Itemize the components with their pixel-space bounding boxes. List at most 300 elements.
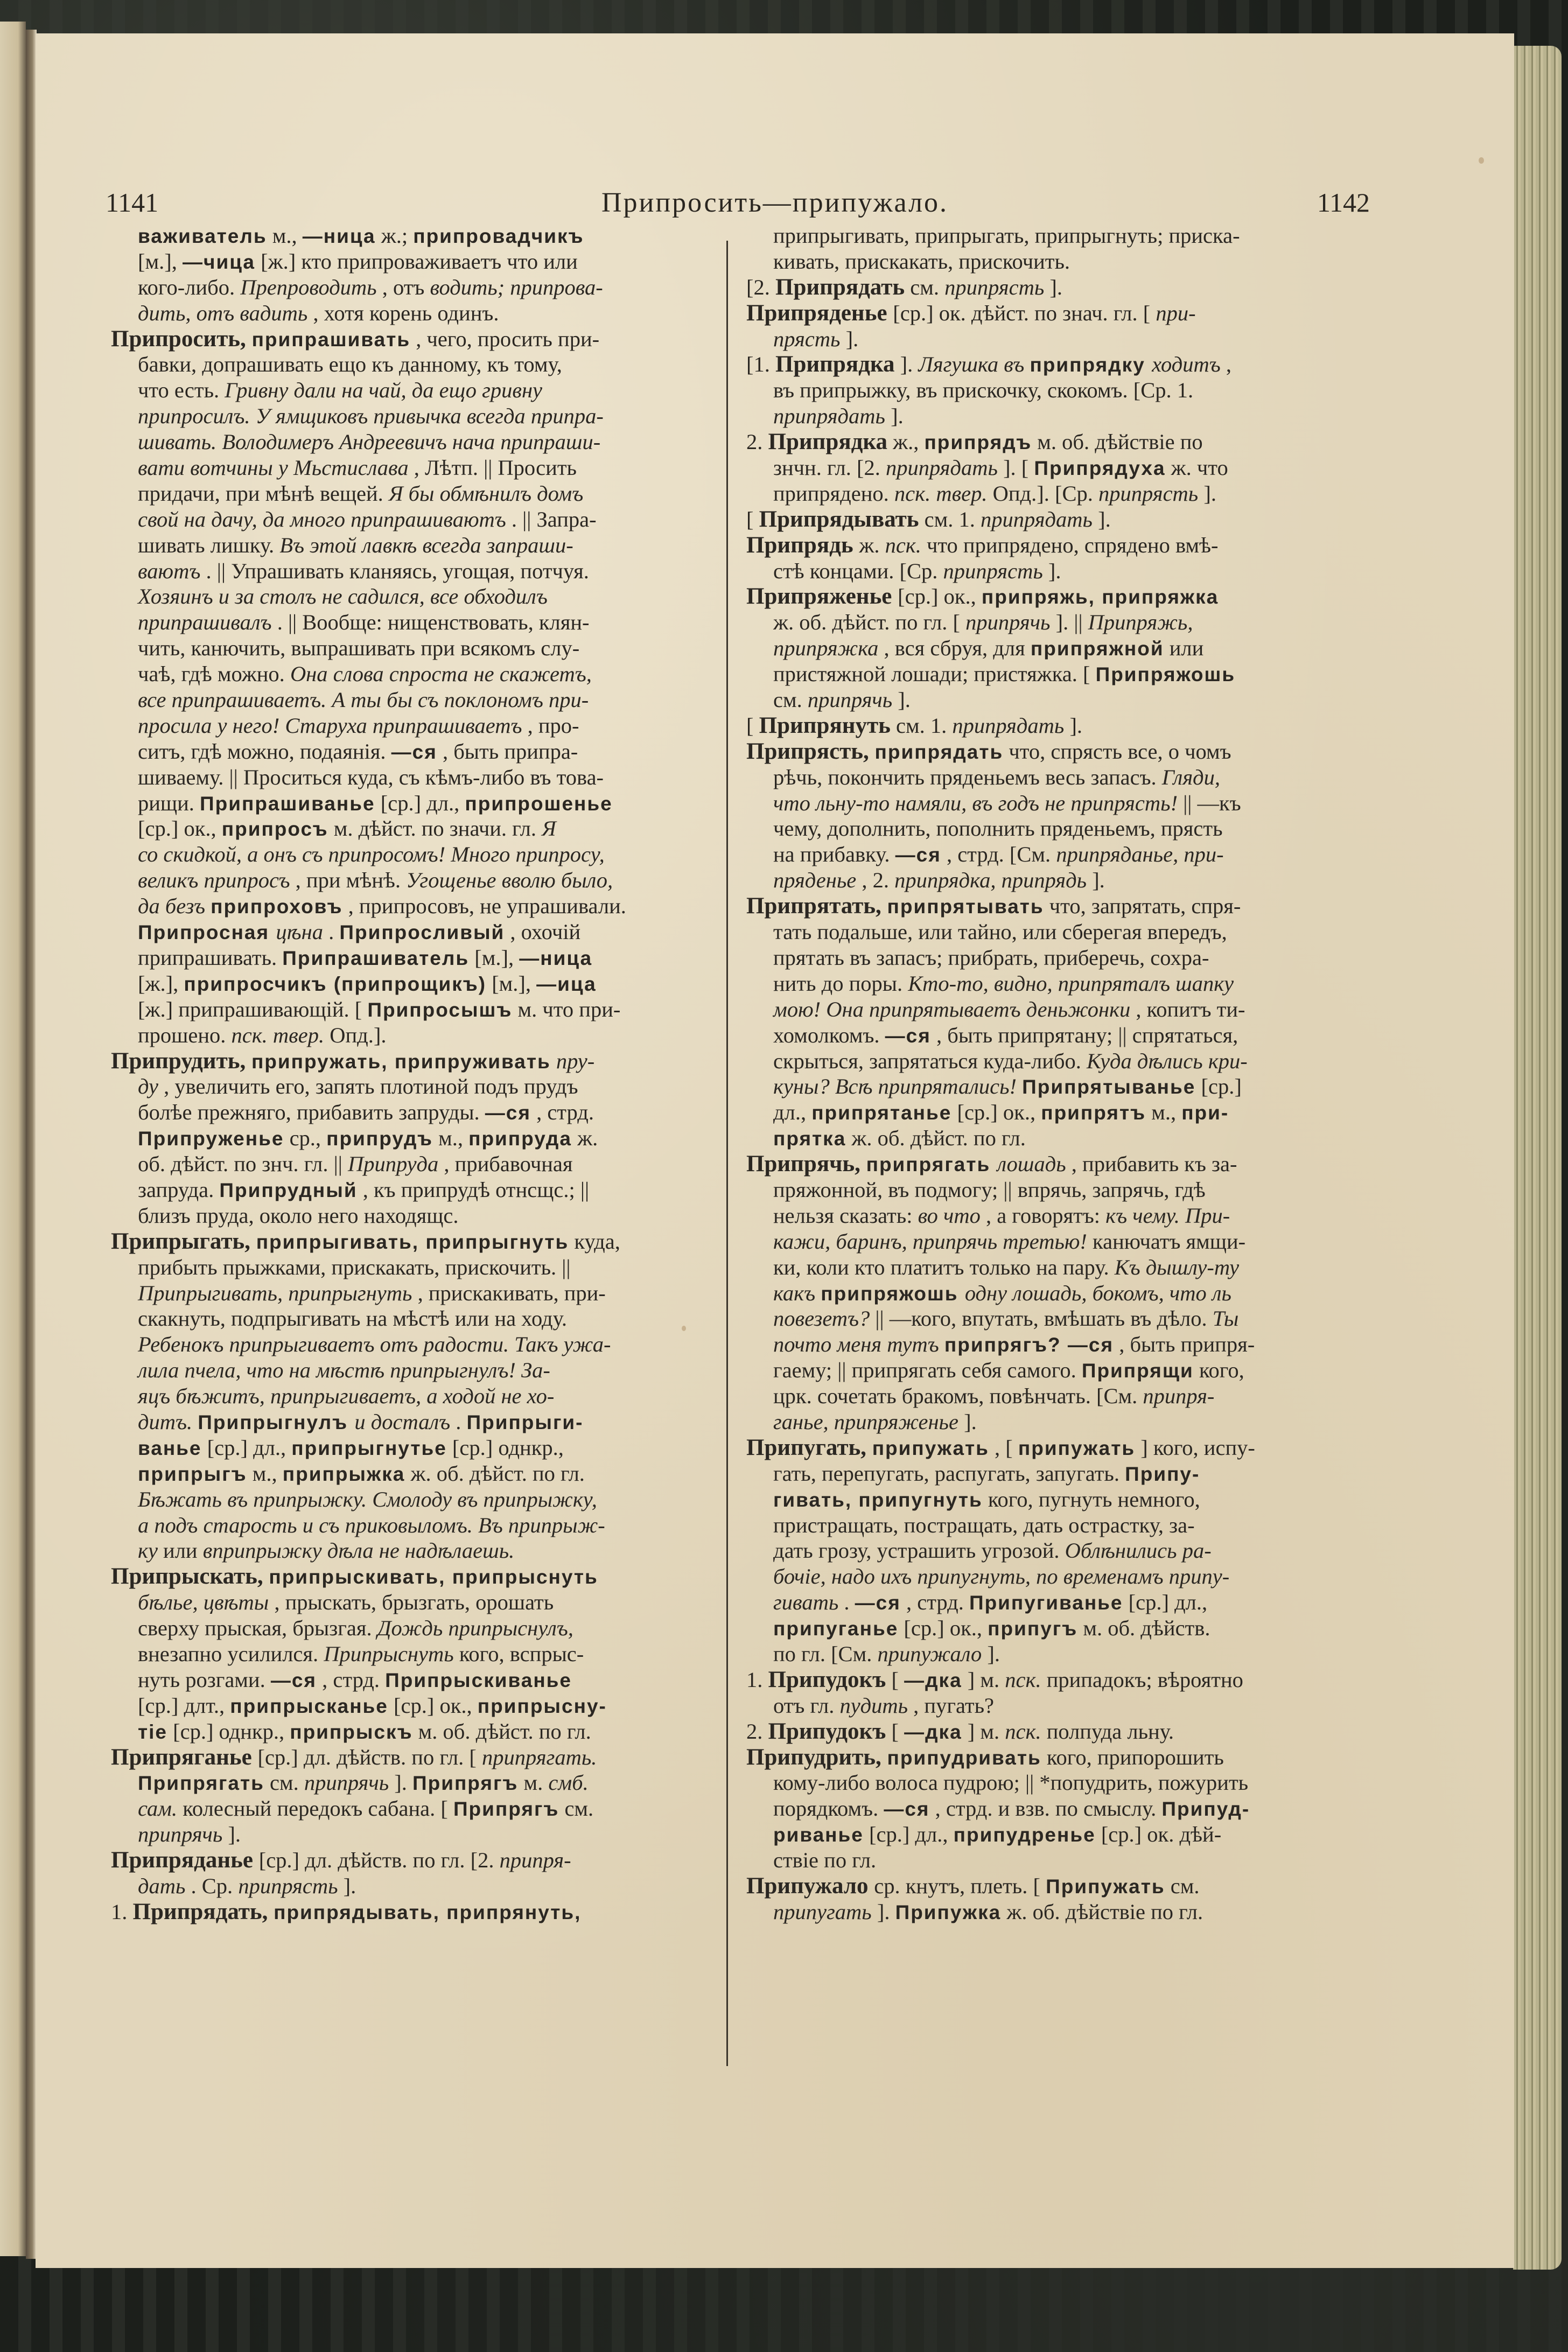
headword: Припрядка (768, 429, 887, 455)
definition-text: шивать лишку. (138, 533, 280, 557)
entry-headword-line (746, 1719, 1387, 1745)
bold-form: —чица (182, 250, 255, 273)
definition-text: , (1226, 352, 1232, 377)
definition-text: полпуда льну. (1046, 1719, 1174, 1744)
running-head (36, 187, 1514, 225)
definition-text: чить, канючить, выпрашивать при всякомъ слу- (138, 636, 580, 661)
definition-text: . (844, 1590, 855, 1615)
headword: Припужало (746, 1873, 874, 1899)
bold-form: припрыжка (282, 1462, 405, 1485)
bold-form: припрыснy- (477, 1695, 607, 1717)
bold-form: Припрягать (138, 1772, 264, 1795)
italic-example: Гляди, (1161, 765, 1221, 789)
headword: Припрячь, (746, 1151, 866, 1177)
entry-line (746, 867, 1387, 893)
definition-text: ]. || (1055, 610, 1088, 635)
definition-text: [ср.] (1201, 1074, 1242, 1099)
entry-line (111, 661, 725, 687)
entry-line (746, 971, 1387, 997)
definition-text: бавки, допрашивать ещо къ данному, къ тому, (138, 352, 562, 377)
bold-form: —дка (904, 1669, 962, 1691)
italic-example: припрядать (885, 456, 998, 480)
right-column (746, 223, 1387, 1925)
italic-example: пск. твер. (231, 1023, 325, 1047)
bold-form: Припрягъ (453, 1798, 559, 1821)
definition-text: [ср.] ок. дѣйст. по знач. гл. [ (893, 300, 1151, 325)
bold-form: припрысканье (230, 1695, 388, 1717)
headword: Припряденье (746, 300, 893, 326)
italic-example: Дождь припрыснулъ, (377, 1616, 573, 1641)
entry-headword-line (746, 1873, 1387, 1899)
headword: Припрыскать, (111, 1564, 269, 1590)
entry-line (111, 403, 725, 429)
entry-line (746, 635, 1387, 661)
italic-example: вприпрыжку дѣла не надѣлаешь. (202, 1538, 515, 1563)
bold-form: припрашивать (251, 328, 411, 351)
bold-form: припросъ (221, 818, 328, 841)
bold-form: Припрыскиванье (385, 1669, 572, 1691)
definition-text: ] кого, испу- (1140, 1435, 1255, 1460)
entry-line (111, 945, 725, 971)
italic-example: пск. твер. (894, 481, 988, 506)
bold-form: Припросная (138, 921, 276, 944)
definition-text: припрыгивать, припрыгать, припрыгнуть; приска- (773, 223, 1240, 248)
definition-text: [ср.] однкр., (173, 1719, 290, 1744)
italic-example: бочіе, надо ихъ припугнуть, по временамъ припу- (773, 1564, 1230, 1589)
italic-example: дить, отъ вадить (138, 300, 308, 325)
entry-line (111, 1590, 725, 1615)
definition-text: куда, (574, 1229, 620, 1254)
definition-text: , 2. (862, 868, 895, 893)
italic-example: припрягать. (481, 1745, 597, 1769)
definition-text: прибыть прыжками, прискакать, прискочить. || (138, 1255, 571, 1279)
entry-headword-line (111, 1564, 725, 1590)
headword: Припрядь (746, 532, 859, 558)
entry-headword-line (746, 1435, 1387, 1461)
headword: Припряженье (746, 584, 898, 610)
entry-line (111, 1873, 725, 1899)
previous-page-edge (0, 22, 26, 2256)
entry-line (111, 635, 725, 661)
bold-form: припрыскивать, припрыснуть (269, 1566, 598, 1588)
definition-text: м. об. дѣйст. по гл. (418, 1719, 591, 1744)
italic-example: Лягушка въ (918, 352, 1030, 377)
entry-line (111, 842, 725, 867)
entry-line (111, 1770, 725, 1796)
entry-line (746, 919, 1387, 945)
definition-text: , прискакивать, при- (417, 1280, 606, 1305)
definition-text: об. дѣйст. по знч. гл. || (138, 1152, 348, 1177)
bold-form: Припрашиватель (282, 947, 470, 969)
definition-text: придачи, при мѣнѣ вещей. (138, 481, 389, 506)
headword: Припрядать (775, 274, 905, 300)
definition-text: ж. об. дѣйствіе по гл. (1006, 1899, 1203, 1924)
italic-example: Припрыгивать, припрыгнуть (138, 1280, 412, 1305)
definition-text: м. об. дѣйствіе по (1037, 430, 1203, 454)
entry-line (746, 842, 1387, 867)
definition-text: ]. (891, 404, 904, 429)
bold-form: припрыгнутье (291, 1437, 447, 1459)
definition-text: , стрд. (322, 1667, 386, 1692)
book-gutter (26, 30, 37, 2259)
definition-text: , быть припря- (1119, 1332, 1255, 1357)
bold-form: припружать, припруживать (251, 1050, 551, 1073)
bold-form: Припросышъ (367, 998, 513, 1021)
entry-line (111, 739, 725, 765)
definition-text: [ср.] дл. дѣйств. по гл. [ (257, 1745, 477, 1769)
headword: Припрядывать (759, 506, 919, 532)
definition-text: ]. (898, 688, 911, 712)
running-head-title: Припросить—припужало. (601, 187, 949, 218)
bold-form: Припу- (1125, 1462, 1200, 1485)
italic-example: повезетъ? (773, 1306, 870, 1331)
bold-form: Припрыгнулъ (198, 1411, 355, 1433)
entry-line (746, 1332, 1387, 1357)
entry-line (111, 1641, 725, 1667)
entry-line (746, 1796, 1387, 1822)
definition-text: , [ (995, 1435, 1013, 1460)
entry-line (746, 687, 1387, 713)
definition-text: знчн. гл. [2. (773, 456, 886, 480)
entry-line (746, 1229, 1387, 1255)
definition-text: . || Запра- (511, 507, 597, 531)
entry-line (111, 610, 725, 635)
definition-text: ж. об. дѣйст. по гл. (410, 1461, 585, 1486)
entry-line (111, 1332, 725, 1357)
definition-text: пристяжной лошади; пристяжка. [ (773, 662, 1090, 687)
bold-form: Припрящи (1081, 1360, 1194, 1382)
definition-text: [ср.] ок., (898, 584, 982, 609)
italic-example: припрясть (238, 1874, 338, 1898)
headword: Припрыгать, (111, 1228, 256, 1254)
entry-headword-line (746, 1667, 1387, 1693)
bold-form: припрядывать, припрянуть, (274, 1901, 582, 1923)
italic-example: ганье, припряженье (773, 1409, 958, 1434)
entry-line (111, 1538, 725, 1564)
definition-text: рищи. (138, 790, 200, 815)
italic-example: Ребенокъ припрыгиваетъ отъ радости. Такъ ужа- (138, 1332, 611, 1357)
entry-line (111, 971, 725, 997)
definition-text: 2. (746, 1719, 768, 1744)
italic-example: ку (138, 1538, 158, 1563)
headword: Припудокъ (768, 1718, 886, 1744)
definition-text: , быть припра- (442, 739, 578, 764)
entry-line (111, 713, 725, 739)
bold-form: припуганье (773, 1618, 899, 1640)
entry-headword-line (746, 300, 1387, 326)
definition-text: ]. (1049, 275, 1063, 299)
italic-example: Она слова спроста не скажетъ, (290, 662, 592, 687)
headword: Припряганье (111, 1744, 258, 1770)
definition-text: ки, коли кто платитъ только на пару. (773, 1255, 1115, 1279)
entry-line (111, 584, 725, 610)
bold-form: ванье (138, 1437, 202, 1459)
definition-text: 1. (746, 1667, 768, 1692)
paper-stain (1479, 157, 1484, 164)
definition-text: припрашивать. (138, 945, 283, 970)
entry-headword-line (746, 739, 1387, 765)
definition-text: , при мѣнѣ. (295, 868, 407, 893)
definition-text: , копитъ ти- (1136, 997, 1245, 1021)
entry-line (746, 249, 1387, 275)
definition-text: нуть розгами. (138, 1667, 271, 1692)
bold-form: припужать (1018, 1437, 1136, 1459)
definition-text: [ж.] кто припроваживаетъ что или (261, 249, 578, 274)
definition-text: см. (1170, 1874, 1200, 1898)
definition-text: ]. (987, 1641, 1000, 1666)
definition-text: пристращать, постращать, дать острастку, за- (773, 1513, 1195, 1537)
definition-text: см. (773, 688, 808, 712)
entry-headword-line (746, 275, 1387, 300)
definition-text: [ср.] ок., (904, 1616, 988, 1641)
entry-line (746, 1487, 1387, 1513)
definition-text: , хотя корень одинъ. (313, 300, 499, 325)
bold-form: —ся (485, 1102, 531, 1124)
entry-line (746, 1590, 1387, 1615)
bold-form: припрягать (866, 1153, 997, 1176)
entry-line (111, 377, 725, 403)
bold-form: припрыскъ (290, 1720, 413, 1743)
definition-text: црк. сочетать бракомъ, повѣнчать. [См. (773, 1384, 1143, 1409)
definition-text: [2. (746, 275, 775, 299)
definition-text: чаѣ, гдѣ можно. (138, 662, 290, 687)
italic-example: и досталъ (354, 1409, 451, 1434)
definition-text: , отъ (382, 275, 430, 299)
entry-line (111, 352, 725, 377)
entry-line (111, 919, 725, 945)
definition-text: тать подальше, или тайно, или сберегая впередъ, (773, 920, 1227, 944)
entry-line (111, 249, 725, 275)
italic-example: къ чему. При- (1105, 1203, 1230, 1228)
entry-line (746, 1357, 1387, 1383)
italic-example: Припряжь, (1088, 610, 1193, 635)
entry-line (111, 765, 725, 790)
entry-line (746, 1461, 1387, 1487)
italic-example: припрашивалъ (138, 610, 272, 635)
definition-text: , стрд. (536, 1100, 594, 1125)
definition-text: стѣ концами. [Ср. (773, 558, 943, 583)
headword: Припрянуть (759, 712, 891, 738)
definition-text: [м.], (474, 945, 520, 970)
entry-line (746, 377, 1387, 403)
definition-text: дать грозу, устрашить угрозой. (773, 1538, 1065, 1563)
bold-form: важиватель (138, 225, 267, 247)
entry-line (111, 1667, 725, 1693)
definition-text: , стрд. [См. (946, 842, 1056, 867)
bold-form: припряжной (1030, 638, 1164, 660)
italic-example: Облѣнились ра- (1065, 1538, 1212, 1563)
entry-line (746, 1048, 1387, 1074)
definition-text: кого-либо. (138, 275, 241, 299)
italic-example: ходитъ (1152, 352, 1221, 377)
entry-line (111, 1615, 725, 1641)
bold-form: Припрашиванье (200, 792, 375, 815)
italic-example: одну лошадь, бокомъ, что ль (964, 1280, 1231, 1305)
definition-text: кого, пугнуть немного, (988, 1487, 1200, 1511)
italic-example: пудить (839, 1693, 908, 1718)
bold-form: Припросливый (339, 921, 505, 944)
bold-form: —ся (884, 1798, 930, 1821)
definition-text: [ср.] ок., (138, 816, 222, 841)
definition-text: , вся сбруя, для (884, 636, 1031, 661)
italic-example: а подъ старость и съ приковыломъ. Въ припрыж- (138, 1513, 605, 1537)
definition-text: ж. (577, 1126, 598, 1151)
italic-example: припрячь (965, 610, 1051, 635)
bold-form: при- (1181, 1102, 1229, 1124)
definition-text: Опд.]. (330, 1023, 387, 1047)
entry-line (111, 1719, 725, 1745)
definition-text: скрыться, запрятаться куда-либо. (773, 1048, 1087, 1073)
entry-line (111, 687, 725, 713)
headword: Припудрить, (746, 1744, 887, 1770)
definition-text: ситъ, гдѣ можно, подаянія. (138, 739, 391, 764)
definition-text: [ср.] однкр., (452, 1435, 564, 1460)
italic-example: пск. (1005, 1719, 1041, 1744)
definition-text: сверху прыская, брызгая. (138, 1616, 377, 1641)
italic-example: Кто-то, видно, припряталъ шапку (908, 971, 1234, 996)
definition-text: ]. (1203, 481, 1216, 506)
definition-text: рѣчь, покончить пряденьемъ весь запасъ. (773, 765, 1162, 789)
entry-line (746, 945, 1387, 971)
italic-example: припрясть (1098, 481, 1199, 506)
bold-form: припрядать (874, 740, 1004, 763)
definition-text: [ср.] дл., (869, 1822, 954, 1847)
definition-text: [ср.] дл., (1128, 1590, 1208, 1615)
entry-line (746, 790, 1387, 816)
bold-form: —ся (885, 1024, 931, 1047)
definition-text: колесный передокъ сабана. [ (183, 1796, 448, 1821)
italic-example: припряжка (773, 636, 879, 661)
definition-text: прятать въ запасъ; прибрать, приберечь, сохра- (773, 945, 1209, 970)
definition-text: [ (891, 1667, 899, 1692)
definition-text: , припросовъ, не упрашивали. (348, 894, 626, 919)
bold-form: —ница (519, 947, 593, 969)
italic-example: при- (1156, 300, 1196, 325)
bold-form: Припрягъ (412, 1772, 519, 1795)
definition-text: прошено. (138, 1023, 232, 1047)
definition-text: гать, перепугать, распугать, запугать. (773, 1461, 1125, 1486)
definition-text: болѣе прежняго, прибавить запруды. (138, 1100, 485, 1125)
definition-text: ж. об. дѣйст. по гл. [ (773, 610, 961, 635)
italic-example: просила у него! Старуха припрашиваетъ (138, 713, 522, 738)
definition-text: ]. (394, 1770, 413, 1795)
paper-stain (682, 1326, 686, 1331)
entry-headword-line (746, 893, 1387, 919)
entry-line (111, 275, 725, 300)
entry-line (746, 558, 1387, 584)
definition-text: м. (523, 1770, 549, 1795)
entry-line (746, 1822, 1387, 1847)
entry-line (111, 1796, 725, 1822)
definition-text: см. (564, 1796, 594, 1821)
entry-line (746, 1564, 1387, 1590)
definition-text: м., (1151, 1100, 1182, 1125)
entry-line (111, 997, 725, 1023)
definition-text: [ж.], (138, 971, 184, 996)
definition-text: , пугать? (913, 1693, 995, 1718)
italic-example: Въ этой лавкѣ всегда запраши- (279, 533, 573, 557)
definition-text: что, спрясть все, о чомъ (1009, 739, 1231, 764)
bold-form: —ся (895, 844, 941, 866)
headword: Припросить, (111, 326, 252, 352)
entry-line (746, 1513, 1387, 1538)
entry-line (746, 481, 1387, 507)
bold-form: Припуд- (1161, 1798, 1250, 1821)
definition-text: что, запрятать, спря- (1049, 894, 1241, 919)
definition-text: ] м. (967, 1719, 1005, 1744)
entry-line (111, 867, 725, 893)
entry-line (111, 1280, 725, 1306)
entry-line (111, 1435, 725, 1461)
definition-text: м. дѣйст. по значи. гл. (333, 816, 542, 841)
definition-text: ]. (964, 1409, 977, 1434)
definition-text: ж., (893, 430, 925, 454)
entry-line (746, 1693, 1387, 1719)
entry-line (746, 223, 1387, 249)
entry-line (111, 1409, 725, 1435)
entry-line (111, 1023, 725, 1048)
column-divider (726, 241, 728, 2066)
definition-text: см. 1. (924, 507, 981, 531)
definition-text: , чего, просить при- (416, 326, 600, 351)
definition-text: по гл. [См. (773, 1641, 878, 1666)
definition-text: см. 1. (895, 713, 953, 738)
definition-text: ]. (900, 352, 919, 377)
italic-example: припрядать (952, 713, 1065, 738)
definition-text: [ж.] припрашивающій. [ (138, 997, 362, 1021)
bold-form: припудренье (953, 1824, 1096, 1846)
entry-line (746, 403, 1387, 429)
italic-example: почто меня тутъ (773, 1332, 944, 1357)
italic-example: припрядать (773, 404, 885, 429)
definition-text: [ (746, 507, 754, 531)
italic-example: шивать. Володимеръ Андреевичъ нача припраши- (138, 430, 601, 454)
entry-line (746, 1538, 1387, 1564)
definition-text: . Ср. (191, 1874, 239, 1898)
definition-text: ж.; (381, 223, 414, 248)
definition-text: [м.], (492, 971, 537, 996)
bold-form: припужать (872, 1437, 989, 1459)
bold-form: припрудъ (326, 1128, 433, 1150)
definition-text: нельзя сказать: (773, 1203, 918, 1228)
definition-text: [ (746, 713, 754, 738)
bold-form: —ся (391, 740, 437, 763)
entry-line (746, 610, 1387, 635)
definition-text: , прибавочная (444, 1152, 573, 1177)
entry-line (746, 1074, 1387, 1100)
headword: Припугать, (746, 1434, 872, 1460)
entry-headword-line (746, 713, 1387, 739)
entry-line (111, 1151, 725, 1177)
definition-text: м., (252, 1461, 283, 1486)
definition-text: порядкомъ. (773, 1796, 884, 1821)
book-fore-edge (1513, 46, 1562, 2270)
definition-text: кого, припорошить (1046, 1745, 1224, 1769)
entry-line (111, 1100, 725, 1125)
entry-line (111, 533, 725, 558)
italic-example: цѣна (276, 920, 323, 944)
definition-text: || —къ (1183, 790, 1241, 815)
definition-text: или (163, 1538, 203, 1563)
bold-form: припрыгъ (138, 1462, 247, 1485)
bold-form: Припруженье (138, 1128, 284, 1150)
definition-text: [ср.] ок., (957, 1100, 1041, 1125)
entry-line (111, 1383, 725, 1409)
italic-example: смб. (548, 1770, 589, 1795)
bold-form: припрятывать (887, 895, 1044, 918)
entry-headword-line (746, 507, 1387, 533)
italic-example: ваютъ (138, 558, 201, 583)
